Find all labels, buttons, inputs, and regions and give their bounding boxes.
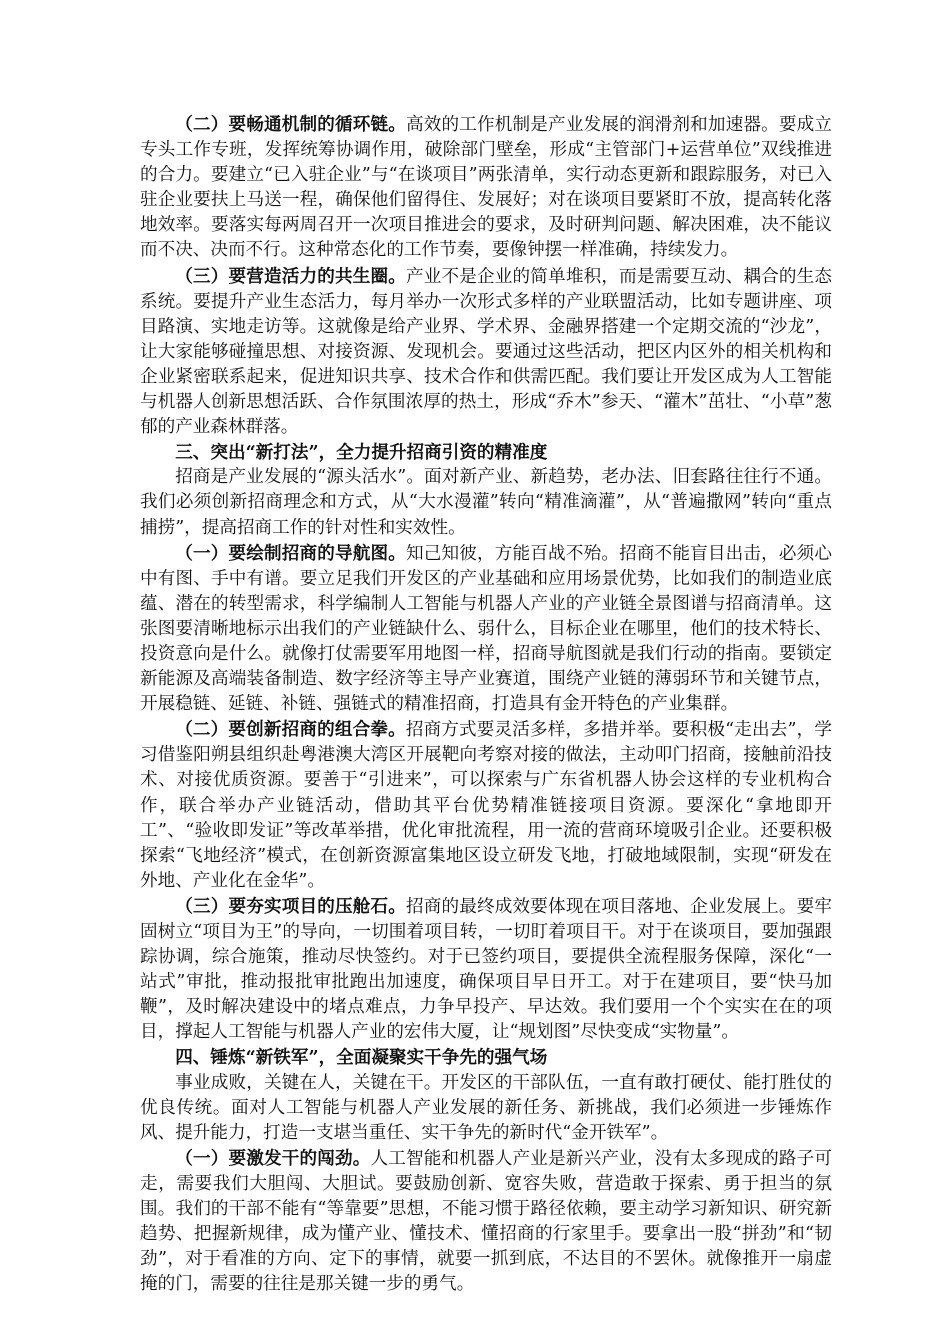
paragraph-text: 知己知彼，方能百战不殆。招商不能盲目出击，必须心中有图、手中有谱。要立足我们开发区的产业基础和应用场景优势，比如我们的制造业底蕴、潜在的转型需求，科学编制人工智能与机器人产业的产业链全景图谱与招商清单。这张图要清晰地标示出我们的产业链缺什么、弱什么，目标企业在哪里，他们的技术特长、投资意向是什么。就像打仗需要军用地图一样，招商导航图就是我们行动的指南。要锁定新能源及高端装备制造、数字经济等主导产业赛道，围绕产业链的薄弱环节和关键节点，开展稳链、延链、补链、强链式的精准招商，打造具有金开特色的产业集群。 — [140, 543, 832, 715]
paragraph — [140, 541, 832, 718]
paragraph — [140, 717, 832, 894]
paragraph-text: 人工智能和机器人产业是新兴产业，没有太多现成的路子可走，需要我们大胆闯、大胆试。要鼓励创新、宽容失败，营造敢于探索、勇于担当的氛围。我们的干部不能有“等靠要”思想，不能习惯于路径依赖，要主动学习新知识、研究新趋势、把握新规律，成为懂产业、懂技术、懂招商的行家里手。要拿出一股“拼劲”和“韧劲”，对于看准的方向、定下的事情，就要一抓到底，不达目的不罢休。就像推开一扇虚掩的门，需要的往往是那关键一步的勇气。 — [140, 1148, 832, 1295]
paragraph-text: 事业成败，关键在人，关键在干。开发区的干部队伍，一直有敢打硬仗、能打胜仗的优良传统。面对人工智能与机器人产业发展的新任务、新挑战，我们必须进一步锤炼作风、提升能力，打造一支堪当重任、实干争先的新时代“金开铁军”。 — [140, 1072, 832, 1143]
paragraph — [140, 465, 832, 540]
paragraph — [140, 1146, 832, 1298]
paragraph-text: 招商的最终成效要体现在项目落地、企业发展上。要牢固树立“项目为王”的导向，一切围着项目转，一切盯着项目干。对于在谈项目，要加强跟踪协调，综合施策，推动尽快签约。对于已签约项目，要提供全流程服务保障，深化“一站式”审批，推动报批审批跑出加速度，确保项目早日开工。对于在建项目，要“快马加鞭”，及时解决建设中的堵点难点，力争早投产、早达效。我们要用一个个实实在在的项目，撑起人工智能与机器人产业的宏伟大厦，让“规划图”尽快变成“实物量”。 — [140, 896, 832, 1043]
paragraph — [140, 112, 832, 264]
paragraph-text: 高效的工作机制是产业发展的润滑剂和加速器。要成立专头工作专班，发挥统筹协调作用，破除部门壁垒，形成“主管部门+运营单位”双线推进的合力。要建立“已入驻企业”与“在谈项目”两张清单，实行动态更新和跟踪服务，对已入驻企业要扶上马送一程，确保他们留得住、发展好；对在谈项目要紧盯不放，提高转化落地效率。要落实每两周召开一次项目推进会的要求，及时研判问题、解决困难，决不能议而不决、决而不行。这种常态化的工作节奏，要像钟摆一样准确，持续发力。 — [140, 115, 832, 261]
paragraph — [140, 894, 832, 1046]
paragraph-lead: （一）要激发干的闯劲。 — [175, 1147, 371, 1169]
paragraph-text: 产业不是企业的简单堆积，而是需要互动、耦合的生态系统。要提升产业生态活力，每月举办一次形式多样的产业联盟活动，比如专题讲座、项目路演、实地走访等。这就像是给产业界、学术界、金融界搭建一个定期交流的“沙龙”，让大家能够碰撞思想、对接资源、发现机会。要通过这些活动，把区内区外的相关机构和企业紧密联系起来，促进知识共享、技术合作和供需匹配。我们要让开发区成为人工智能与机器人创新思想活跃、合作氛围浓厚的热土，形成“乔木”参天、“灌木”茁壮、“小草”葱郁的产业森林群落。 — [140, 266, 832, 438]
section-heading — [140, 440, 832, 465]
section-heading-text: 四、锤炼“新铁军”，全面凝聚实干争先的强气场 — [175, 1047, 548, 1069]
paragraph-lead: （二）要畅通机制的循环链。 — [175, 114, 407, 135]
paragraph-lead: （三）要夯实项目的压舱石。 — [175, 895, 407, 917]
document-page — [140, 112, 832, 1297]
paragraph-text: 招商是产业发展的“源头活水”。面对新产业、新趋势，老办法、旧套路往往行不通。我们必须创新招商理念和方式，从“大水漫灌”转向“精准滴灌”，从“普遍撒网”转向“重点捕捞”，提高招商工作的针对性和实效性。 — [140, 467, 832, 538]
paragraph — [140, 264, 832, 441]
section-heading — [140, 1045, 832, 1070]
section-heading-text: 三、突出“新打法”，全力提升招商引资的精准度 — [175, 442, 548, 464]
paragraph-text: 招商方式要灵活多样，多措并举。要积极“走出去”，学习借鉴阳朔县组织赴粤港澳大湾区开展靶向考察对接的做法，主动叩门招商，接触前沿技术、对接优质资源。要善于“引进来”，可以探索与广东省机器人协会这样的专业机构合作，联合举办产业链活动，借助其平台优势精准链接项目资源。要深化“拿地即开工”、“验收即发证”等改革举措，优化审批流程，用一流的营商环境吸引企业。还要积极探索“飞地经济”模式，在创新资源富集地区设立研发飞地，打破地域限制，实现“研发在外地、产业化在金华”。 — [140, 720, 832, 891]
paragraph-lead: （二）要创新招商的组合拳。 — [175, 719, 406, 741]
paragraph — [140, 1071, 832, 1146]
paragraph-lead: （三）要营造活力的共生圈。 — [175, 265, 407, 287]
paragraph-lead: （一）要绘制招商的导航图。 — [175, 542, 407, 564]
